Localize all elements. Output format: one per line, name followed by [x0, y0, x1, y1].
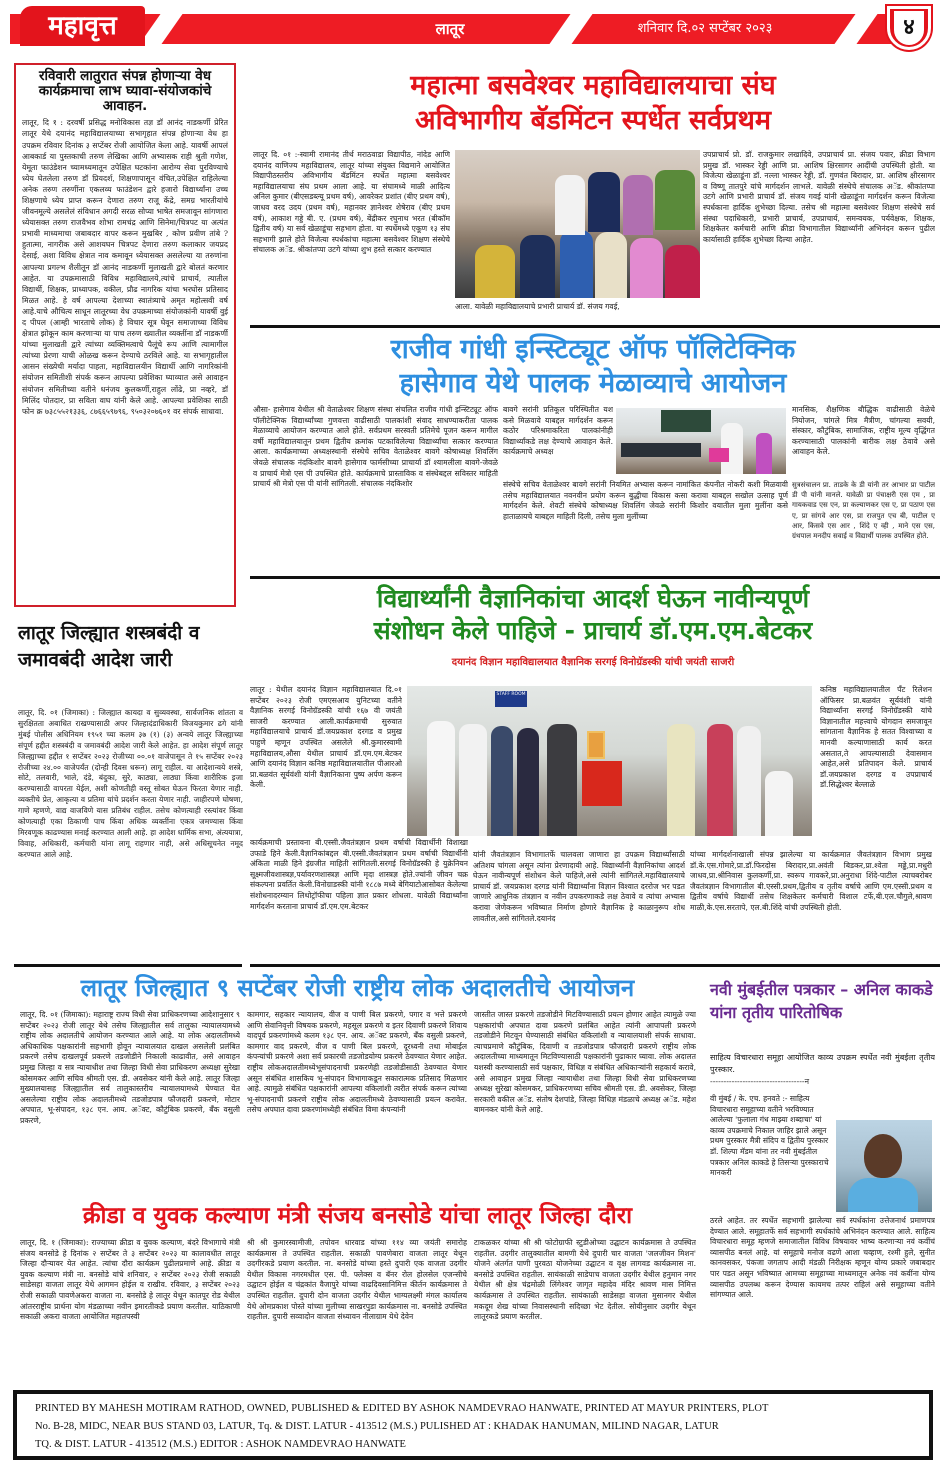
- photo-table: [621, 443, 701, 457]
- edition-city: लातूर: [435, 20, 465, 38]
- article-award-divider: -----------------------------------न: [710, 1077, 810, 1086]
- photo-figure: [517, 728, 539, 836]
- article-minister-col2: श्री श्री कुमारस्वामीजी, तपोवन धारवाड यांच्या ११४ व्या जयंती समारोह कार्यक्रमास ते उपस्थित राहतील. सकाळी पावणेबारा वाजता लातूर येथून उदगीरकडे प्रयाण करतील. ना. बनसोडे यांच्या हस्ते दुपारी एक वाजता उदगीर येथील विकास नगरमधील एस. पी. फ्लेक्स व बॅनर रोल होलसेल एजन्सीचे उद्घाटन होईल व चंद्रकांत वैजापुरे यांच्या वाढदिवसानिमित्त कीर्तन कार्यक्रमास ते उपस्थित राहतील. दुपारी दोन वाजता उदगीर येथील भाग्यलक्ष्मी मंगल कार्यालय येथे ओमप्रकाश पोस्ते यांच्या मुलीच्या साखरपुडा कार्यक्रमास ना. बनसोडे उपस्थित राहतील. दुपारी सव्वादोन वाजता संध्यावन नीलाग्राम येथे देवेन: [247, 1238, 467, 1322]
- article-badminton-col2: आला. यावेळी महाविद्यालयाचे प्रभारी प्राचार्य डॉ. संजय गवई,: [455, 302, 620, 311]
- photo-blackboard: [661, 410, 711, 432]
- headline-line: राजीव गांधी इन्स्टिट्यूट ऑफ पॉलिटेक्निक: [390, 334, 796, 365]
- photo-figure: [491, 726, 513, 836]
- article-adalat-headline: लातूर जिल्ह्यात ९ सप्टेंबर रोजी राष्ट्रीय लोक अदालतीचे आयोजन: [80, 974, 635, 1002]
- article-polytechnic-col3-wide: सुत्रसंचालन प्रा. ताडके के डी यांनी तर आभार प्रा पाटील डी पी यांनी मानले. यावेळी प्रा पंचाक्षरी एस एम , प्रा गायकवाड एस एन, प्रा कल्याणकर एस ए, प्रा पठाण एस ए, प्रा सांगवे आर एस, प्रा राजपुत एच बी, पाटील ए आर, किसवे एस आर , शिंदे ए व्ही , माने एस एस, ग्रंथपाल मनदीप सवाई व विद्यार्थी पालक उपस्थित होते.: [792, 481, 935, 541]
- article-award-headline: नवी मुंबईतील पत्रकार – अनिल काकडे यांना तृतीय पारितोषिक: [710, 980, 933, 1022]
- imprint-line: PRINTED BY MAHESH MOTIRAM RATHOD, OWNED, PUBLISHED & EDITED BY ASHOK NAMDEVRAO HANWATE, PRINTED AT MAYUR PRINTERS, PLOT: [35, 1403, 769, 1414]
- issue-date: शनिवार दि.०२ सप्टेंबर २०२३: [637, 21, 773, 36]
- article-badminton-col3: उपप्राचार्य प्रो. डॉ. राजकुमार लखादिवे, उपप्राचार्य प्रा. संजय पवार, क्रीडा विभाग प्रमुख डॉ. भास्कर रेड्डी आणि प्रा. आशिष क्षिरसागर आदींची उपस्थिती होती. या विजेत्या खेळाडूंना डॉ. नल्ला भास्कर रेड्डी, डॉ. गुणवंत बिरादार, प्रा. आशिष क्षीरसागर व विष्णू तातपुरे यांचे मार्गदर्शन लाभले. यावेळी संस्थेचे संचालक अॅड. श्रीकांतप्पा उटगे आणि प्रभारी प्राचार्य डॉ. संजय गवई यांनी खेळाडूंना मार्गदर्शन करून विजेत्या स्पर्धकाना हार्दिक शुभेच्छा दिल्या. तसेच श्री महात्मा बसवेश्वर शिक्षण संस्थेचे सर्व संस्था पदाधिकारी, प्रभारी प्राचार्य, उपप्राचार्य, समन्वयक, पर्यवेक्षक, शिक्षक, शिक्षकेतर कर्मचारी आणि क्रीडा विभागातील विद्यार्थ्यांनी अभिनंदन करून पुढील कार्यासाठी हार्दिक शुभेच्छा दिल्या आहेत.: [703, 150, 935, 244]
- headline-line: संशोधन केले पाहिजे - प्राचार्य डॉ.एम.एम.बेटकर: [373, 616, 813, 645]
- photo-figure: [665, 245, 700, 298]
- photo-figure: [630, 238, 663, 298]
- article-scientist-col1-wide: कार्यक्रमाची प्रस्तावना बी.एस्सी.जैवतंत्रज्ञान प्रथम वर्षाची विद्यार्थीनी विशाखा उफाडे हिने केली.वैज्ञानिकांबद्दल बी.एस्सी.जैवतंत्रज्ञान प्रथम वर्षाची विद्यार्थीनी अंकिता माळी हिने इंग्रजीत माहिती सांगितली.सरगई विनोग्रॅडस्की हे युक्रेनियन सूक्ष्मजीवशास्त्रज्ञ,पर्यावरणशास्त्रज्ञ आणि मृदा शास्त्रज्ञ होते.ज्यांनी जीवन चक्र संकल्पना प्रवर्तित केली.विनोग्राडस्की यांनी १८८७ मध्ये बेगियाटोआसोबत केलेल्या संशोधनादरम्यान लिथोट्रॉफीचा पहिला ज्ञात प्रकार शोधला. यावेळी विद्यार्थ्यांना मार्गदर्शन करताना प्राचार्य डॉ.एम.एम.बेटकर: [250, 838, 468, 911]
- article-award-body: वी मुंबई / के. एच. हनवते :- साहित्य विचारधारा समूहाच्या वतीने भरविण्यात आलेल्या 'फुलाला गंध माझ्या शब्दाचा' यां काव्य उपक्रमाचे निकाल जाहिर झाले असून प्रथम पुरस्कार मैत्री संदिप व द्वितीय पुरस्कार डॉ. शिल्पा मॅडम यांना तर नवी मुंबईतील पत्रकार अनिल काकडे हे तिसऱ्या पुरस्काराचे मानकरी: [710, 1094, 829, 1178]
- section-divider: [250, 576, 940, 579]
- photo-figure: [555, 175, 585, 235]
- imprint-line: No. B-28, MIDC, NEAR BUS STAND 03, LATUR, Tq. & DIST. LATUR - 413512 (M.S.) PULISHED AT : KHADAK HANUMAN, MILIND NAGAR, LATUR: [35, 1421, 719, 1432]
- article-polytechnic-col2-wide: संस्थेचे सचिव वेताळेश्वर बावगे सरांनी नियमित अभ्यास करून नामांकित कंपनीत नोकरी कशी मिळवावी तसेच महाविद्यालयात नवनवीन प्रयोग करून बुद्धीचा विकास कसा करावा याबद्दल सखोल उत्साह पूर्ण मार्गदर्शन केले. शेवटी संस्थेचे कोषाध्यक्ष शिवलिंग जेवळे सरांनी किशोर वयातील मुला मुलींना कसे हाताळायचे याबद्दल माहिती दिली, तसेच मुला मुलींच्या: [503, 480, 788, 521]
- article-scientist-col1: लातूर : येथील दयानंद विज्ञान महाविद्यालयात दि.०१ सप्टेंबर २०२३ रोजी एमएसआय युनिटच्या वतीने वैज्ञानिक सरगई विनोग्रॅडस्की यांची १६७ वी जयंती साजरी करण्यात आली.कार्यक्रमाची सुरुवात महाविद्यालयाचे प्राचार्य डॉ.जयप्रकाश दरगड व प्रमुख पाहुणे म्हणून उपस्थित असलेले श्री.कुमारस्वामी महाविद्यालय,औसा येथील प्राचार्य डॉ.एम.एम.बेटकर आणि दयानंद विज्ञान कनिष्ठ महाविद्यालयातील पीआरओ प्रा.बळवंत सूर्यवंशी यांनी वैज्ञानिकाना पुष्प अर्पण करून केली.: [250, 685, 402, 790]
- article-scientist-subhead: दयानंद विज्ञान महाविद्यालयात वैज्ञानिक सरगई विनोग्रॅडस्की यांची जयंती साजरी: [451, 657, 735, 668]
- section-divider: [250, 964, 940, 967]
- imprint-line: TQ. & DIST. LATUR - 413512 (M.S.) EDITOR : ASHOK NAMDEVRAO HANWATE: [35, 1439, 406, 1450]
- article-polytechnic-col3: मानसिक, शैक्षणिक बौद्धिक वाढीसाठी वेळेचे नियोजन, चांगले मित्र मैत्रीण, चांगल्या सवयी, संस्कार, कौटुंबिक, सामाजिक, राष्ट्रीय मूल्य वृद्धिंगत करण्यासाठी पालकांनी बारीक लक्ष ठेवावे असे आवाहन केले.: [792, 405, 935, 457]
- imprint-box: [13, 1390, 933, 1460]
- article-headline: रविवारी लातुरात संपन्न होणाऱ्या वेध कार्यक्रमाचा लाभ घ्यावा-संयोजकांचे आवाहन.: [38, 68, 212, 115]
- article-badminton-headline: [258, 68, 928, 138]
- parents-meet-photo: [616, 408, 786, 474]
- photo-figure: [588, 172, 620, 232]
- section-divider: [14, 964, 242, 967]
- photo-figure: [737, 726, 761, 836]
- section-divider: [250, 325, 940, 328]
- article-minister-col1: लातूर, दि. १ (जिमाका): राज्याच्या क्रीडा व युवक कल्याण, बंदरे विभागाचे मंत्री संजय बनसोडे हे दिनांक २ सप्टेंबर ते ३ सप्टेंबर २०२३ या कालावधीत लातूर जिल्हा दौऱ्यावर येत आहेत. त्यांचा दौरा कार्यक्रम पुढीलप्रमाणे आहे. क्रीडा व युवक कल्याण मंत्री ना. बनसोडे यांचे शनिवार, २ सप्टेंबर २०२३ रोजी सकाळी साडेसहा वाजता लातूर येथे आगमन होईल व राखीव. रविवार, ३ सप्टेंबर २०२३ रोजी सकाळी पावणेअकरा वाजता ना. बनसोडे हे लातूर येथून कातपूर रोड येथील आंतरराष्ट्रीय प्रार्थना योग मंडळाच्या नवीन इमारतीकडे प्रयाण करतील. याठिकाणी सकाळी अकरा वाजता आयोजित महातपस्वी: [20, 1238, 240, 1322]
- photo-portrait: [587, 731, 605, 759]
- photo-figure: [707, 724, 733, 836]
- photo-figure: [560, 230, 593, 298]
- staff-room-sign: STAFF ROOM: [495, 691, 527, 707]
- article-armsban-body: लातूर, दि. ०१ (जिमाका) : जिल्ह्यात कायदा व सुव्यवस्था, सार्वजनिक शांतता व सुरक्षितता अबाधित राखण्यासाठी अपर जिल्हादंडाधिकारी विजयकुमार ढगे यांनी मुंबई पोलीस अधिनियम १९५१ च्या कलम ३७ (१) (३) अन्वये लातूर जिल्ह्याच्या संपूर्ण हद्दीत शस्त्रबंदी व जमावबंदी आदेश जारी केले आहेत. हा आदेश संपूर्ण लातूर जिल्ह्याच्या हद्दीत १ सप्टेंबर २०२३ रोजीच्या ००.०१ वाजेपासून ते १५ सप्टेंबर २०२३ रोजीच्या २४.०० वाजेपर्यंत (दोन्ही दिवस धरून) लागू राहील. या आदेशान्वये शस्त्रे, सोटे, तलवारी, भाले, दंडे, बंदुका, सुरे, काठ्या, लाठ्या किंवा शारीरिक इजा करण्यासाठी वापरता येईल, अशी कोणतीही वस्तू सोबत घेऊन फिरता येणार नाही. व्यक्तीचे प्रेत, आकृत्या व प्रतिमा यांचे प्रदर्शन करता येणार नाही. जाहीरपणे घोषणा, गाणे म्हणणे, वाद्य वाजविणे यास प्रतिबंध राहील. तसेच कोणत्याही रस्त्यांवर किंवा कोणत्याही एका ठिकाणी पाच किंवा अधिक व्यक्तींना एकत्र जमण्यास किंवा मिरवणूक काढण्यास मनाई करण्यात आली आहे. हा आदेश धार्मिक सभा, अंत्ययात्रा, विवाह, अधिकारी, कर्मचारी यांना लागू राहणार नाही, असे अधिसूचनेत नमूद करण्यात आले आहे.: [18, 708, 243, 859]
- photo-figure: [427, 721, 455, 836]
- article-polytechnic-col1: औसा- हासेगाव येथील श्री वेताळेश्वर शिक्षण संस्था संचलित राजीव गांधी इन्स्टिट्यूट ऑफ पॉलीटेक्निक विद्यार्थ्यांच्या गुणवत्ता वाढीसाठी पालकांशी संवाद साधण्याकरीता पालक मेळाव्याचे आयोजन करण्यात आले होते. सर्वप्रथम सरस्वती प्रतिमेचे पूजन करून मागील वर्षी महाविद्यालयातून प्रथम द्वितीय क्रमांक पटकाविलेल्या विद्यार्थ्यांचा सत्कार करण्यात आला. कार्यक्रमाच्या अध्यक्षस्थानी संस्थेचे सचिव वेताळेश्वर बावगे कोषाध्यक्ष शिवलिंग जेवळे संचालक नंदकिशोर बावगे हासेगाव फार्मसीच्या प्राचार्या डॉ श्यामलीला बावगे-जेवळे व प्राचार्य मेत्रो एस पी उपस्थित होते. कार्यक्रमाचे प्रास्ताविक व संस्थेबद्दल सविस्तर माहिती प्राचार्य श्री मेत्रो एस पी यांनी सांगितली. संचालक नंदकिशोर: [253, 405, 498, 489]
- article-minister-headline: क्रीडा व युवक कल्याण मंत्री संजय बनसोडे यांचा लातूर जिल्हा दौरा: [82, 1203, 633, 1229]
- photo-figure: [756, 433, 772, 474]
- page-number: ४: [894, 11, 924, 45]
- jayanti-photo: [407, 686, 812, 836]
- article-adalat-col1: लातूर, दि. ०१ (जिमाका): महाराष्ट्र राज्य विधी सेवा प्राधिकरणच्या आदेशानुसार ९ सप्टेंबर २०२३ रोजी लातूर येथे तसेच जिल्ह्यातील सर्व तालुका न्यायालयामध्ये राष्ट्रीय लोक अदालतीचे आयोजन करण्यात आले आहे. या लोक अदालतीमध्ये अधिकाधिक पक्षकारांनी सहभागी होवून न्यायालयात दाखल असलेली प्रलंबित प्रकरणे तसेच दाखलपूर्व प्रकरणे तडजोडीने निकाली काढावीत, असे आवाहन प्रमुख जिल्हा व सत्र न्यायाधीश तथा जिल्हा विधी सेवा प्राधिकरण अध्यक्षा सुरेखा कोसमकर आणि सचिव श्रीमती एस. डी. अवसेकर यांनी केले आहे. लातूर जिल्हा मुख्यालयासह जिल्ह्यातील सर्व तालुकास्तरीय न्यायालयामध्ये घेण्यात येत असलेल्या राष्ट्रीय लोक अदालतीमध्ये तडजोडपात्र फौजदारी प्रकरणे, मोटार अपघात, भू-संपादन, १३८ एन. आय. अॅक्ट, कौटुंबिक प्रकरणे, बँक वसुली प्रकरणे,: [20, 1010, 240, 1125]
- article-award-body-wide: ठरले आहेत. तर स्पर्धेत सहभागी झालेल्या सर्व स्पर्धकांना उत्तेजनार्थ प्रमाणपत्र देण्यात आले. समूहातर्फे सर्व सहभागी स्पर्धकांचे अभिनंदन करण्यात आले. साहित्य विचारधारा समूह म्हणजे समाजातील विविध विषयावर भाष्य करणाऱ्या नवं कवींचं व्यासपीठ बनलं आहे. यां समूहाचे मनोज वढणे आशा चव्हाण, रश्मी हुले, सुनीत कानवसकर, पंकजा जगताप आदी मंडळी निरीक्षक म्हणून योग्य प्रकारे जबाबदार पार पडत असून भविष्यात आमच्या समूहाच्या माध्यमातून अनेक नवं कवींना योग्य व्यासपीठ उपलब्ध करून देण्यास कायमच तत्पर राहिलं असे समूहाच्या वतीने सांगण्यात आले.: [710, 1216, 935, 1300]
- article-adalat-col2: कामगार, सहकार न्यायालय, वीज व पाणी बिल प्रकरणे, पगार व भत्ते प्रकरणे आणि सेवानिवृत्ती विषयक प्रकरणे, महसूल प्रकरणे व इतर दिवाणी प्रकरणे शिवाय वादपूर्व प्रकरणांमध्ये कलम १३८ एन. आय. अॅक्ट प्रकरणे, बँक वसुली प्रकरणे, कामगार वाद प्रकरणे, वीज व पाणी बिल प्रकरणे, दूरध्वनी तथा मोबाईल कंपन्यांची प्रकरणे अशा सर्व प्रकारची तडजोडयोग्य प्रकरणे ठेवण्यात येणार आहेत. राष्ट्रीय लोकअदालतीमध्येभूसंपादनाची प्रकरणेही तडजोडीसाठी ठेवण्यात येणार असून संबंधित शासकिय भू-संपादन विभागाकडून सकारात्मक प्रतिसाद मिळणार आहे. त्यामुळे संबंधित पक्षकारांनी आपल्या वकिलांशी त्वरीत संपर्क करून त्यांच्या भू-संपादनाची प्रकरणे राष्ट्रीय लोक अदालतीमध्ये ठेवण्यासाठी प्रयत्न करावेत. तसेच अपघात दावा प्रकरणांमध्येही संबंधित विमा कंपन्यांनी: [247, 1010, 467, 1115]
- article-award-subhead: साहित्य विचारधारा समूहा आयोजित काव्य उपक्रम स्पर्धेत नवी मुंबईला तृतीय पुरस्कार.: [710, 1053, 935, 1074]
- article-vedh: [14, 63, 236, 607]
- photo-figure: [623, 175, 653, 235]
- article-armsban-headline: लातूर जिल्ह्यात शस्त्रबंदी व जमावबंदी आदेश जारी: [18, 622, 200, 671]
- photo-figure: [520, 235, 555, 298]
- article-scientist-col3: कनिष्ठ महाविद्यालयातील पँट रिलेशन ऑफिसर प्रा.बळवंत सूर्यवंशी यांनी विद्यार्थ्यांना सरगई विनोग्रॅडस्की यांचे विज्ञानातील महत्त्वाचे योगदान समजावून सांगताना वैज्ञानिक हे सतत विश्वाच्या व मानवी कल्याणासाठी कार्य करत असतात,ते आपल्यासाठी देवासमान आहेत,असे प्रतिपादन केले. प्राचार्य डॉ.जयप्रकाश दरगड व उपप्राचार्य डॉ.सिद्धेश्वर बेल्लाळे: [820, 685, 932, 790]
- photo-figure: [667, 724, 695, 836]
- photo-table: [582, 761, 622, 806]
- photo-figure: [547, 724, 577, 836]
- headline-line: महात्मा बसवेश्वर महाविद्यालयाचा संघ: [410, 70, 776, 101]
- article-badminton-col1: लातूर दि. ०१ :-स्वामी रामानंद तीर्थ मराठवाडा विद्यापीठ, नांदेड आणि दयानंद वाणिज्य महाविद्यालय, लातूर यांच्या संयुक्त विद्यमाने आयोजित विद्यापीठस्तरीय अविभागीय बॅडमिंटन स्पर्धेत महात्मा बसवेश्वर महाविद्यालयाचा संघ प्रथम आला आहे. या संघामध्ये माळी आदित्य अनिल कुमार (बीएसडब्ल्यू प्रथम वर्ष), आवरेकर प्रशांत (बीए प्रथम वर्ष), जाधव वरद उदय (प्रथम वर्ष), महानवर ज्ञानेश्वर शेषेराव (बीए प्रथम वर्ष), आकाश गड्डे बी. ए. (प्रथम वर्ष), बेंद्रीकर रघुनाथ भरत (बीकॉम द्वितीय वर्ष) या सर्व खेळाडूंचा सहभाग होता. या स्पर्धेमध्ये एकूण १३ संघ सहभागी झाले होते विजेत्या स्पर्धकांचा महात्मा बसवेश्वर शिक्षण संस्थेचे संचालक अॅड. श्रीकांतप्पा उटगे यांच्या शुभ हस्ते सत्कार करण्यात: [253, 150, 450, 255]
- article-polytechnic-col2: बावगे सरांनी प्रतिकूल परिस्थितीत यश कसे मिळवावे याबद्दल मार्गदर्शन करून कठोर परिश्रमाकरिता पालकांनीही विद्यार्थ्यांकडे लक्ष देण्याचे आवाहन केले. कार्यक्रमाचे अध्यक्ष: [503, 405, 613, 457]
- article-minister-col3: टाकळकर यांच्या श्री श्री फोटोग्राफी स्टुडीओच्या उद्घाटन कार्यक्रमास ते उपस्थित राहतील. उदगीर तालुक्यातील बामणी येथे दुपारी चार वाजता 'जलजीवन मिशन' योजने अंतर्गत पाणी पुरवठा योजनेच्या उद्घाटन व वृक्ष लागवड कार्यक्रमास ना. बनसोडे उपस्थित राहतील. सायंकाळी साडेपाच वाजता उदगीर येथील हनुमान नगर येथील श्री क्षेत्र चंद्रमोळी लिंगेश्वर जागृत महादेव मंदिर श्रावण मास निमित्त कार्यक्रमास ते उपस्थित राहतील. सायंकाळी साडेसहा वाजता मुसानगर येथील मकदूम शेख यांच्या निवासस्थानी सदिच्छा भेट देतील. सोयीनुसार उदगीर येथून लातूरकडे प्रयाण करतील.: [474, 1238, 696, 1322]
- photo-figure: [765, 771, 793, 836]
- photo-podium: [709, 448, 729, 462]
- article-adalat-col3: जास्तीत जास्त प्रकरणे तडजोडीने मिटविण्यासाठी प्रयत्न होणार आहेत त्यामुळे ज्या पक्षकारांची अपघात दावा प्रकरणे प्रलंबित आहेत त्यांनी आपापली प्रकरणे तडजोडीने मिटवून घेण्यासाठी संबंधित वकिलांशी व न्यायालयाशी संपर्क साधावा. त्याचप्रमाणे कौटुंबिक, दिवाणी व तडजोडपात्र फौजदारी प्रकरणे राष्ट्रीय लोक अदालतीच्या माध्यमातून मिटविण्यासाठी पक्षकारांनी पुढाकार घ्यावा. लोक अदालत यशस्वी करण्यासाठी सर्व पक्षकार, विधिज्ञ व संबंधित अधिकाऱ्यांनी सहकार्य करावे, असे आवाहन प्रमुख जिल्हा न्यायाधीश तथा जिल्हा विधी सेवा प्राधिकरणच्या अध्यक्ष सुरेखा कोसमकर, प्राधिकरणच्या सचिव श्रीमती एस. डी. अवसेकर, जिल्हा सरकारी वकील अॅड. संतोष देशपांडे, जिल्हा विधिज्ञ मंडळाचे अध्यक्ष अॅड. महेश बामनकर यांनी केले आहे.: [474, 1010, 696, 1115]
- article-body: लातूर, दि १ : दरवर्षी प्रसिद्ध मनोविकास तज्ञ डॉ आनंद नाडकर्णी प्रेरित लातूर येथे दयानंद महाविद्यालयाच्या सभागृहात संपन्न होणाऱ्या वेध हा उपक्रम रविवार दिनांक ३ सप्टेंबर रोजी आयोजित केला आहे. यावर्षी आपलं आबकार्ड या पुस्तकाची तरुण लेखिका आणि अभ्यासक राही श्रुती गणेश, येमूता फाउंडेशन च्यामध्यमातून उपेक्षित घटकांना आरोग्य सेवा पुरविण्याचे ध्येय घेतलेला तरुण डॉ प्रियदर्श, शिक्षणापासून वंचित,उपेक्षित राहिलेल्या अनेक तरुण तरुणींना एकलव्य फाउंडेशन द्वारे हजारो विद्यार्थ्यांना उच्च शिक्षणाचे ध्येय प्राप्त करून देणारा तरुण राजू केंद्रे, समग्र भारतीयांचे जीवनमूल्ये असलेलं संविधान अगदी सरळ सोप्या भाषेत समजावून सांगणारा ध्येयासक्त तरुण राजवैभव शोभा रामचंद्र आणि सिनेमा/चित्रपट या अत्यंत प्रभावी माध्यमाचा जबाबदार वापर करून मुखबिर , कोण प्रवीण तांबे ? हुतात्मा, नागरीक असे आशयघन चित्रपट देणारा तरुण कलाकार जयप्रद देसाई, अशा विविध क्षेत्रात नाव कमावून ध्येयासक्त असलेल्या या तरुणांना आपल्या प्रगल्भ शैलीतून डॉ आनंद नाडकर्णी मुलाखती द्वारे बोलतं करणार आहेत. या उपक्रमासाठी विविध महाविद्यालये,त्यांचे प्राचार्य, त्यातील विद्यार्थी, शिक्षक, प्राध्यापक, वकील, प्रौढ नागरिक यांचा भरघोस प्रतिसाद मिळत आहे. हे वर्ष आपल्या देशाच्या स्वातंत्र्याचे अमृत महोत्सवी वर्ष आहे.याचे औचित्य साधून लातूरच्या वेध उपक्रमाच्या संयोजकांनी यावर्षी वुई द पीपल (आम्ही भारताचे लोक) हे विचार सूत्र घेवून समाजाच्या विविध क्षेत्रात झोकून काम करणाऱ्या या पाच तरुण ख्यातील व्यक्तींना डॉ नाडकर्णी यांच्या मुलाखती द्वारे त्यांच्या व्यक्तिमत्वाचे पैलूंचे रूप आणि त्यामागील त्यांच्या प्रेरणा याची ओळख करून देण्याचे ठरविले आहे. या सभागृहातील आसन संख्येची मर्यादा पाहता, महाविद्यालयीन विद्यार्थी आणि नागरिकांनी संयोजन समितीशी संपर्क करून आपल्या प्रवेशिका घ्याव्यात असे आवाहन संयोजन समितीच्या वतीने धनंजय कुलकर्णी,राहुल लोंढे, प्रा नव्हरे, डॉ मिलिंद पोतदार, प्रा सविता वाघ यांनी केले आहे. आपल्या प्रवेशिका साठी फोन क्र ७३८५५२१३३६, ८७६६५९७९६, ९५०३२०७६०१ वर संपर्क साधावा.: [22, 118, 228, 416]
- portrait-face: [864, 1134, 902, 1178]
- article-polytechnic-headline: [258, 333, 928, 401]
- team-photo: [455, 150, 700, 298]
- headline-line: विद्यार्थ्यांनी वैज्ञानिकांचा आदर्श घेऊन नावीन्यपूर्ण: [376, 584, 810, 613]
- headline-line: हासेगाव येथे पालक मेळाव्याचे आयोजन: [399, 368, 787, 399]
- masthead: [0, 0, 945, 56]
- photo-figure: [655, 170, 695, 230]
- photo-figure: [459, 724, 487, 836]
- photo-figure: [475, 245, 515, 298]
- page-number-badge: [887, 6, 931, 50]
- article-scientist-headline: [258, 583, 928, 647]
- article-scientist-col3-wide: यांच्या मार्गदर्शनाखाली संपन्न झालेल्या या कार्यक्रमात जैवतंत्रज्ञान विभाग प्रमुख डॉ.के.एस.गोमारे,प्रा.डॉ.फिरदोस बिरादार,प्रा.अवंती बिडकर,प्रा.श्वेता मढ्ढे,प्रा.मधुरी जाधव,प्रा.श्रीनिवास कुलकर्णी,प्रा. स्वरूप गावकरे,प्रा.अनुराधा शिंदे-पाटील त्याचबरोबर जैवतंत्रज्ञान विभागातील बी.एस्सी.प्रथम,द्वितीय व तृतीय वर्षाचे आणि एम.एस्सी.प्रथम व द्वितीय वर्षाचे विद्यार्थी तसेच शिक्षकेतर कर्मचारी विशाल टर्फे,बी.एल.चौगुले,श्रावण माळी,के.एस.सरतापे, एल.बी.शिंदे यांची उपस्थिती होती.: [690, 850, 932, 912]
- headline-line: अविभागीय बॅडमिंटन स्पर्धेत सर्वप्रथम: [414, 105, 772, 136]
- newspaper-logo: महावृत्त: [20, 6, 145, 46]
- portrait-shirt: [848, 1178, 918, 1212]
- article-scientist-col2: यांनी जैवतंत्रज्ञान विभागातर्फे चालवला जाणारा हा उपक्रम विद्यार्थ्यांसाठी अतिशय चांगला असून त्यांना प्रेरणादायी आहे. विद्यार्थ्यांनी वैज्ञानिकांचा आदर्श घेऊन नावीन्यपूर्ण संशोधन केले पाहिजे,असे त्यांनी सांगितले.महाविद्यालयाचे प्राचार्य डॉ. जयप्रकाश दरगड यांनी विद्यार्थ्यांना विज्ञान विश्वात दररोज भर पडत जाणारे आधुनिक तंत्रज्ञान व नवीन उपकरणाकडे लक्ष ठेवावे व त्यांचा अभ्यास करावा जेणेकरून भविष्यात निर्माण होणारे वैज्ञानिक हे काळानुरूप शोध लावतील,असे सांगितले.दयानंद: [473, 850, 685, 923]
- journalist-portrait: [836, 1120, 932, 1212]
- photo-figure: [595, 232, 627, 298]
